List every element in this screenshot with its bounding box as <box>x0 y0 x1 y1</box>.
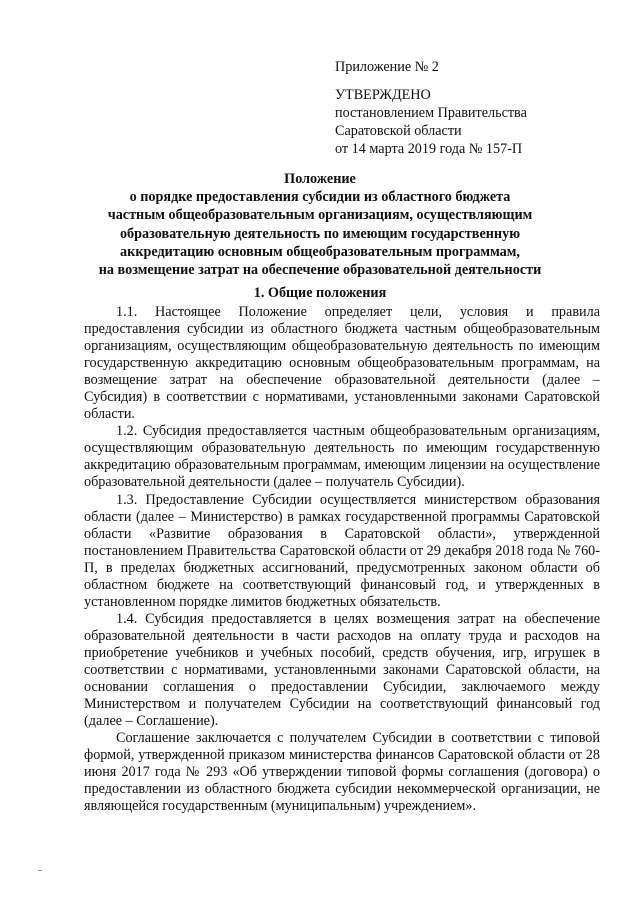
paragraph-1-2: 1.2. Субсидия предоставляется частным общеобразовательным организациям, осуществляющим образовательную деятельность по имеющим государственную аккредитацию образовательным программам, имеющим лицензии на осуществление образовательной деятельности (далее – получатель Субсидии). <box>84 423 600 491</box>
title-line: аккредитацию основным общеобразовательным программам, <box>120 243 520 260</box>
approved-stamp-text: УТВЕРЖДЕНО <box>335 87 431 103</box>
paragraph-1-3: 1.3. Предоставление Субсидии осуществляется министерством образования области (далее – Министерство) в рамках государственной программы Саратовской области «Развитие образования в Саратовской области», утвержденной постановлением Правительства Саратовской области от 29 декабря 2018 года № 760-П, в пределах бюджетных ассигнований, предусмотренных законом области об областном бюджете на соответствующий финансовый год, и утвержденных в установленном порядке лимитов бюджетных обязательств. <box>84 491 600 610</box>
scan-margin-mark <box>38 870 42 871</box>
approved-by-line: постановлением Правительства <box>335 105 527 121</box>
title-line: частным общеобразовательным организациям, осуществляющим <box>107 207 533 224</box>
approved-region-line: Саратовской области <box>335 123 462 139</box>
paragraph-1-4: 1.4. Субсидия предоставляется в целях возмещения затрат на обеспечение образовательной деятельности в части расходов на оплату труда и расходов на приобретение учебников и учебных пособий, средств обучения, игр, игрушек в соответствии с нормативами, установленными законами Саратовской области, на основании соглашения о предоставлении Субсидии, заключаемого между Министерством и получателем Субсидии на соответствующий финансовый год (далее – Соглашение). <box>84 610 600 730</box>
section-heading: 1. Общие положения <box>253 285 387 301</box>
title-line: образовательную деятельность по имеющим государственную <box>119 225 521 242</box>
section-body <box>84 304 600 815</box>
appendix-approval-block <box>335 58 625 158</box>
title-line: на возмещение затрат на обеспечение образовательной деятельности <box>98 262 542 279</box>
title-heading: Положение <box>284 171 356 187</box>
appendix-number: Приложение № 2 <box>335 59 439 75</box>
approved-date-line: от 14 марта 2019 года № 157-П <box>335 141 523 157</box>
document-title <box>60 170 580 279</box>
title-line: о порядке предоставления субсидии из областного бюджета <box>129 189 511 206</box>
paragraph-1-1: 1.1. Настоящее Положение определяет цели, условия и правила предоставления субсидии из областного бюджета частным общеобразовательным организациям, осуществляющим общеобразовательную деятельность по имеющим государственную аккредитацию основным общеобразовательным программам, на возмещение затрат на обеспечение образовательной деятельности (далее – Субсидия) в соответствии с нормативами, установленными законами Саратовской области. <box>84 304 600 423</box>
paragraph-agreement: Соглашение заключается с получателем Субсидии в соответствии с типовой формой, утвержденной приказом министерства финансов Саратовской области от 28 июня 2017 года № 293 «Об утверждении типовой формы соглашения (договора) о предоставлении из областного бюджета субсидии некоммерческой организации, не являющейся государственным (муниципальным) учреждением». <box>84 730 600 815</box>
